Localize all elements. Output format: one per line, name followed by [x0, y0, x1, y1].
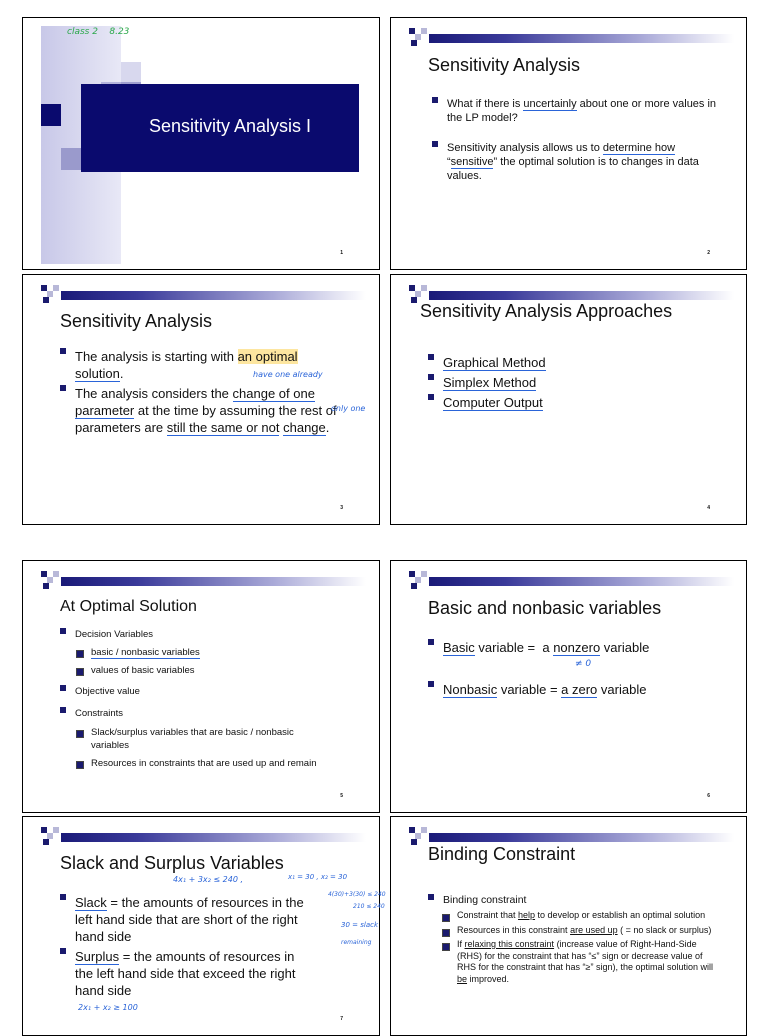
- bullet-item: The analysis considers the change of one parameter at the time by assuming the rest of parameters are still the same or not change.: [57, 385, 337, 436]
- sub-list: [73, 646, 347, 677]
- bullet-item: Simplex Method: [425, 374, 705, 391]
- slide-title: At Optimal Solution: [60, 598, 197, 615]
- bullet-list: [57, 348, 337, 436]
- slide-4: [390, 274, 747, 525]
- bullet-list: [57, 894, 315, 999]
- bullet-item: Nonbasic variable = a zero variable: [425, 681, 715, 698]
- slide-title: Sensitivity Analysis: [428, 55, 581, 75]
- handwritten-note: have one already: [253, 370, 323, 379]
- handwritten-note: 4x₁ + 3x₂ ≤ 240 ,: [173, 875, 243, 884]
- bullet-item: Computer Output: [425, 394, 705, 411]
- handwritten-note: 4(30)+3(30) ≤ 240: [328, 891, 386, 898]
- page-number: 3: [340, 505, 343, 511]
- slide-title: Basic and nonbasic variables: [428, 598, 662, 618]
- slide-title: Sensitivity Analysis I: [149, 116, 312, 136]
- mosaic-square: [41, 104, 61, 126]
- bullet-list: [425, 639, 715, 698]
- bullet-item: Basic variable = a nonzero variable: [425, 639, 715, 656]
- sub-item: Constraint that help to develop or establish an optimal solution: [439, 910, 717, 922]
- slide-title: Sensitivity Analysis Approaches: [420, 301, 673, 321]
- sub-item: Resources in this constraint are used up ( = no slack or surplus): [439, 925, 717, 937]
- handwritten-note: 30 = slack: [341, 921, 379, 929]
- slide-2: [390, 17, 747, 270]
- page-number: 7: [340, 1016, 343, 1022]
- sub-item: If relaxing this constraint (increase value of Right-Hand-Side (RHS) for the constraint that has “≤” sign or decrease value of RHS for the constraint that has “≥” sign), the optimal solution will be improved.: [439, 939, 717, 985]
- bullet-list: [425, 894, 717, 985]
- sub-item: values of basic variables: [73, 664, 347, 677]
- slide-title: Binding Constraint: [428, 844, 576, 864]
- handwritten-note: class 2 8.23: [67, 27, 130, 37]
- bullet-item: The analysis is starting with an optimal solution.: [57, 348, 337, 382]
- page-number: 1: [340, 250, 343, 256]
- bullet-item: Graphical Method: [425, 354, 705, 371]
- page-number: 2: [707, 250, 710, 256]
- handwritten-note: 2x₁ + x₂ ≥ 100: [78, 1003, 138, 1012]
- slide-6: [390, 560, 747, 813]
- slide-3: [22, 274, 380, 525]
- slide-7: [22, 816, 386, 1036]
- page-number: 5: [340, 793, 343, 799]
- page-number: 4: [707, 505, 710, 511]
- sub-list: [73, 726, 347, 770]
- bullet-item: Constraints Slack/surplus variables that are basic / nonbasic variables Resources in constraints that are used up and remain: [57, 707, 347, 770]
- bullet-item: Sensitivity analysis allows us to determine how “sensitive” the optimal solution is to changes in data values.: [429, 141, 719, 183]
- handwritten-note: only one: [331, 404, 366, 413]
- bullet-item: What if there is uncertainly about one or more values in the LP model?: [429, 97, 719, 125]
- handwritten-note: x₁ = 30 , x₂ = 30: [288, 873, 348, 881]
- bullet-item: Surplus = the amounts of resources in the left hand side that exceed the right hand side: [57, 948, 315, 999]
- bullet-item: Slack = the amounts of resources in the left hand side that are short of the right hand side: [57, 894, 315, 945]
- bullet-list: [429, 97, 719, 183]
- sub-item: Resources in constraints that are used up and remain: [73, 757, 347, 770]
- sub-list: [439, 910, 717, 985]
- handwritten-note: 210 ≤ 240: [353, 903, 385, 910]
- bullet-item: Decision Variables basic / nonbasic variables values of basic variables: [57, 628, 347, 677]
- slide-1: [22, 17, 380, 270]
- handwritten-note: ≠ 0: [575, 659, 592, 669]
- sub-item: Slack/surplus variables that are basic / nonbasic variables: [73, 726, 347, 752]
- slide-title: Sensitivity Analysis: [60, 311, 213, 331]
- bullet-list: [57, 628, 347, 770]
- slide-title: Slack and Surplus Variables: [60, 853, 284, 873]
- bullet-item: Objective value: [57, 685, 347, 698]
- sub-item: basic / nonbasic variables: [73, 646, 347, 659]
- mosaic-square: [121, 62, 141, 82]
- handwritten-note: remaining: [341, 939, 372, 946]
- page-number: 6: [707, 793, 710, 799]
- slide-8: [390, 816, 747, 1036]
- bullet-list: [425, 354, 705, 411]
- slide-5: [22, 560, 380, 813]
- bullet-item: Binding constraint Constraint that help to develop or establish an optimal solution Resources in this constraint are used up ( = no slack or surplus) If relaxing this constraint (increase value of Right-Hand-Side (RHS) for the constraint that has “≤” sign or decrease value of RHS for the constraint that has “≥” sign), the optimal solution will be improved.: [425, 894, 717, 985]
- mosaic-square: [61, 148, 81, 170]
